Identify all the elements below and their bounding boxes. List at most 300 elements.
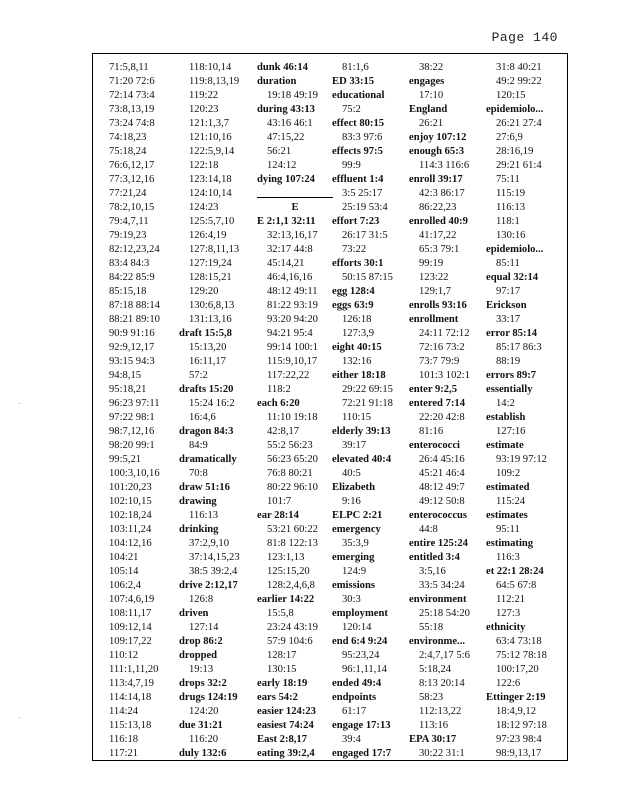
index-entry-pages: 98:7,12,16	[109, 426, 155, 437]
index-entry-pages: 25:19 53:4	[342, 202, 388, 213]
index-entry-pages: 125:15,20	[267, 566, 310, 577]
index-entry-pages: 15:5,8	[267, 608, 294, 619]
index-entry-pages: 70:8	[189, 468, 208, 479]
index-entry-pages: 93:15 94:3	[109, 356, 155, 367]
index-entry-pages: 26:4 45:16	[419, 454, 465, 465]
index-entry-pages: 76:8 80:21	[267, 468, 313, 479]
index-entry-pages: 98:20 99:1	[109, 440, 155, 451]
index-entry-pages: 73:8,13,19	[109, 104, 155, 115]
index-entry-pages: 99:9	[342, 160, 361, 171]
index-entry-pages: 92:9,12,17	[109, 342, 155, 353]
index-entry-pages: 73:22	[342, 244, 367, 255]
index-entry-pages: 119:8,13,19	[189, 76, 240, 87]
index-entry-pages: 109:17,22	[109, 636, 152, 647]
index-entry-term: effluent 1:4	[332, 174, 384, 185]
index-entry-pages: 126:4,19	[189, 230, 227, 241]
index-entry-pages: 43:16 46:1	[267, 118, 313, 129]
index-entry-pages: 122:6	[496, 678, 521, 689]
index-entry-term: either 18:18	[332, 370, 386, 381]
index-entry-pages: 129:20	[189, 286, 219, 297]
index-entry-term: drop 86:2	[179, 636, 223, 647]
index-column-1	[99, 60, 175, 760]
index-entry-pages: 94:8,15	[109, 370, 142, 381]
index-entry-term: enrollment	[409, 314, 459, 325]
index-entry-pages: 48:12 49:11	[267, 286, 318, 297]
index-entry-term: EPA 30:17	[409, 734, 457, 745]
index-entry-term: drugs 124:19	[179, 692, 238, 703]
index-entry-pages: 123:14,18	[189, 174, 232, 185]
index-entry-pages: 32:17 44:8	[267, 244, 313, 255]
index-entry-pages: 65:3 79:1	[419, 244, 460, 255]
index-entry-term: enrolled 40:9	[409, 216, 468, 227]
index-entry-pages: 110:15	[342, 412, 372, 423]
index-entry-pages: 37:14,15,23	[189, 552, 240, 563]
index-entry-pages: 117:21	[109, 748, 139, 759]
index-entry-pages: 123:22	[419, 272, 449, 283]
index-entry-term: enough 65:3	[409, 146, 465, 157]
index-entry-term: enterococci	[409, 440, 460, 451]
index-entry-pages: 122:18	[189, 160, 219, 171]
index-entry-pages: 38:22	[419, 62, 444, 73]
index-entry-pages: 39:4	[342, 734, 361, 745]
index-entry-term: Elizabeth	[332, 482, 375, 493]
index-entry-pages: 101:3 102:1	[419, 370, 470, 381]
scan-mark: ·	[18, 398, 21, 408]
index-entry-pages: 22:20 42:8	[419, 412, 465, 423]
index-entry-pages: 112:21	[496, 594, 526, 605]
index-entry-pages: 106:2,4	[109, 580, 142, 591]
index-entry-pages: 127:3	[496, 608, 521, 619]
index-entry-pages: 102:18,24	[109, 510, 152, 521]
index-entry-term: dropped	[179, 650, 218, 661]
index-entry-pages: 85:17 86:3	[496, 342, 542, 353]
index-entry-pages: 86:22,23	[419, 202, 457, 213]
index-entry-term: ethnicity	[486, 622, 526, 633]
index-entry-term: equal 32:14	[486, 272, 539, 283]
index-entry-pages: 119:22	[189, 90, 219, 101]
index-entry-pages: 73:24 74:8	[109, 118, 155, 129]
index-entry-pages: 111:1,11,20	[109, 664, 159, 675]
index-entry-pages: 73:7 79:9	[419, 356, 460, 367]
index-entry-pages: 45:21 46:4	[419, 468, 465, 479]
index-entry-pages: 131:13,16	[189, 314, 232, 325]
index-entry-pages: 130:15	[267, 664, 297, 675]
index-entry-pages: 32:13,16,17	[267, 230, 318, 241]
index-entry-pages: 38:5 39:2,4	[189, 566, 238, 577]
index-entry-pages: 116:3	[496, 552, 520, 563]
index-entry-pages: 124:9	[342, 566, 367, 577]
index-entry-pages: 83:4 84:3	[109, 258, 150, 269]
index-entry-pages: 75:2	[342, 104, 361, 115]
index-entry-pages: 64:5 67:8	[496, 580, 537, 591]
index-entry-pages: 99:19	[419, 258, 444, 269]
index-entry-pages: 75:11	[496, 174, 520, 185]
index-entry-term: end 6:4 9:24	[332, 636, 388, 647]
index-entry-pages: 88:21 89:10	[109, 314, 160, 325]
index-entry-term: entered 7:14	[409, 398, 465, 409]
index-entry-pages: 94:21 95:4	[267, 328, 313, 339]
index-entry-pages: 116:13	[496, 202, 526, 213]
index-entry-pages: 93:19 97:12	[496, 454, 547, 465]
index-entry-pages: 55:18	[419, 622, 444, 633]
index-entry-term: enter 9:2,5	[409, 384, 458, 395]
index-entry-term: dramatically	[179, 454, 237, 465]
index-entry-pages: 124:10,14	[189, 188, 232, 199]
index-entry-pages: 124:23	[189, 202, 219, 213]
index-entry-pages: 56:23 65:20	[267, 454, 318, 465]
index-entry-pages: 26:21	[419, 118, 444, 129]
index-entry-pages: 98:9,13,17	[496, 748, 542, 759]
index-entry-term: effort 7:23	[332, 216, 380, 227]
index-column-4	[332, 60, 408, 760]
index-entry-pages: 120:23	[189, 104, 219, 115]
index-entry-term: drawing	[179, 496, 217, 507]
index-entry-pages: 114:3 116:6	[419, 160, 470, 171]
index-entry-pages: 96:23 97:11	[109, 398, 160, 409]
index-entry-term: estimating	[486, 538, 534, 549]
index-entry-pages: 8:13 20:14	[419, 678, 465, 689]
index-entry-pages: 50:15 87:15	[342, 272, 393, 283]
index-entry-pages: 35:3,9	[342, 538, 369, 549]
index-entry-pages: 114:24	[109, 706, 139, 717]
index-entry-term: eight 40:15	[332, 342, 382, 353]
index-entry-pages: 19:18 49:19	[267, 90, 318, 101]
index-entry-pages: 14:2	[496, 398, 515, 409]
index-entry-pages: 42:8,17	[267, 426, 300, 437]
index-entry-pages: 23:24 43:19	[267, 622, 318, 633]
index-entry-term: eating 39:2,4	[257, 748, 315, 759]
index-entry-pages: 18:12 97:18	[496, 720, 547, 731]
index-entry-pages: 42:3 86:17	[419, 188, 465, 199]
index-entry-pages: 5:18,24	[419, 664, 452, 675]
index-frame	[92, 53, 568, 761]
index-entry-pages: 79:4,7,11	[109, 216, 149, 227]
index-entry-pages: 110:12	[109, 650, 139, 661]
index-entry-pages: 115:24	[496, 496, 526, 507]
index-entry-term: entire 125:24	[409, 538, 468, 549]
index-entry-term: estimate	[486, 440, 524, 451]
index-entry-pages: 127:14	[189, 622, 219, 633]
index-entry-term: easier 124:23	[257, 706, 316, 717]
index-entry-pages: 72:16 73:2	[419, 342, 465, 353]
index-entry-term: drive 2:12,17	[179, 580, 238, 591]
index-entry-pages: 109:12,14	[109, 622, 152, 633]
index-entry-pages: 128:2,4,6,8	[267, 580, 315, 591]
index-entry-term: environme...	[409, 636, 466, 647]
index-entry-pages: 77:21,24	[109, 188, 147, 199]
index-entry-pages: 53:21 60:22	[267, 524, 318, 535]
index-entry-term: et 22:1 28:24	[486, 566, 544, 577]
index-entry-pages: 15:24 16:2	[189, 398, 235, 409]
index-entry-pages: 29:21 61:4	[496, 160, 542, 171]
index-entry-term: Ettinger 2:19	[486, 692, 546, 703]
index-entry-pages: 129:1,7	[419, 286, 452, 297]
index-entry-term: each 6:20	[257, 398, 300, 409]
index-entry-term: ear 28:14	[257, 510, 299, 521]
index-entry-pages: 16:11,17	[189, 356, 226, 367]
index-entry-pages: 49:12 50:8	[419, 496, 465, 507]
index-entry-pages: 39:17	[342, 440, 367, 451]
index-entry-pages: 109:2	[496, 468, 521, 479]
index-entry-term: duly 132:6	[179, 748, 227, 759]
index-column-3	[257, 60, 333, 760]
index-entry-pages: 90:9 91:16	[109, 328, 155, 339]
index-entry-pages: 87:18 88:14	[109, 300, 160, 311]
index-entry-pages: 128:17	[267, 650, 297, 661]
index-entry-term: elderly 39:13	[332, 426, 391, 437]
index-entry-pages: 75:12 78:18	[496, 650, 547, 661]
index-entry-term: employment	[332, 608, 388, 619]
index-entry-pages: 108:11,17	[109, 608, 152, 619]
index-entry-pages: 57:9 104:6	[267, 636, 313, 647]
index-entry-pages: 81:1,6	[342, 62, 369, 73]
index-entry-pages: 114:14,18	[109, 692, 152, 703]
index-entry-pages: 85:15,18	[109, 286, 147, 297]
index-entry-pages: 46:4,16,16	[267, 272, 313, 283]
index-entry-pages: 127:3,9	[342, 328, 375, 339]
index-entry-pages: 104:21	[109, 552, 139, 563]
index-column-2	[179, 60, 255, 760]
index-entry-term: efforts 30:1	[332, 258, 384, 269]
index-entry-term: drafts 15:20	[179, 384, 234, 395]
index-entry-term: emissions	[332, 580, 375, 591]
index-entry-term: during 43:13	[257, 104, 315, 115]
index-entry-term: driven	[179, 608, 209, 619]
index-entry-pages: 37:2,9,10	[189, 538, 230, 549]
index-entry-pages: 104:12,16	[109, 538, 152, 549]
index-entry-pages: 26:21 27:4	[496, 118, 542, 129]
index-entry-pages: 117:22,22	[267, 370, 310, 381]
index-entry-pages: 113:16	[419, 720, 449, 731]
index-entry-pages: 116:13	[189, 510, 219, 521]
index-entry-pages: 95:23,24	[342, 650, 380, 661]
index-entry-term: egg 128:4	[332, 286, 375, 297]
index-entry-pages: 121:10,16	[189, 132, 232, 143]
index-entry-pages: 79:19,23	[109, 230, 147, 241]
index-entry-pages: 31:8 40:21	[496, 62, 542, 73]
index-entry-pages: 121:1,3,7	[189, 118, 230, 129]
index-entry-term: effect 80:15	[332, 118, 385, 129]
index-entry-term: enterococcus	[409, 510, 468, 521]
index-entry-term: errors 89:7	[486, 370, 537, 381]
index-entry-pages: 82:12,23,24	[109, 244, 160, 255]
index-entry-pages: 81:8 122:13	[267, 538, 318, 549]
index-entry-pages: 80:22 96:10	[267, 482, 318, 493]
index-entry-pages: 118:10,14	[189, 62, 232, 73]
index-entry-pages: 30:3	[342, 594, 361, 605]
index-entry-pages: 127:8,11,13	[189, 244, 240, 255]
index-entry-pages: 112:13,22	[419, 706, 462, 717]
index-entry-term: dragon 84:3	[179, 426, 234, 437]
index-entry-pages: 27:6,9	[496, 132, 523, 143]
index-divider	[257, 197, 333, 198]
index-entry-pages: 97:22 98:1	[109, 412, 155, 423]
index-entry-pages: 3:5,16	[419, 566, 446, 577]
index-entry-term: epidemiolo...	[486, 244, 544, 255]
index-entry-pages: 56:21	[267, 146, 292, 157]
index-entry-pages: 24:11 72:12	[419, 328, 470, 339]
index-entry-pages: 41:17,22	[419, 230, 457, 241]
index-entry-pages: 122:5,9,14	[189, 146, 235, 157]
index-entry-pages: 71:5,8,11	[109, 62, 149, 73]
index-entry-pages: 84:9	[189, 440, 208, 451]
index-entry-term: entitled 3:4	[409, 552, 460, 563]
index-entry-pages: 100:17,20	[496, 664, 539, 675]
index-entry-pages: 81:22 93:19	[267, 300, 318, 311]
index-entry-pages: 115:13,18	[109, 720, 152, 731]
index-entry-pages: 76:6,12,17	[109, 160, 155, 171]
index-entry-pages: 61:17	[342, 706, 367, 717]
index-entry-pages: 130:6,8,13	[189, 300, 235, 311]
index-entry-pages: 125:5,7,10	[189, 216, 235, 227]
index-entry-term: environment	[409, 594, 467, 605]
index-entry-term: epidemiolo...	[486, 104, 544, 115]
index-entry-term: eggs 63:9	[332, 300, 374, 311]
index-entry-pages: 115:9,10,17	[267, 356, 318, 367]
index-entry-term: dunk 46:14	[257, 62, 308, 73]
index-entry-pages: 75:18,24	[109, 146, 147, 157]
index-entry-term: East 2:8,17	[257, 734, 308, 745]
index-entry-pages: 128:15,21	[189, 272, 232, 283]
index-entry-pages: 63:4 73:18	[496, 636, 542, 647]
index-entry-pages: 28:16,19	[496, 146, 534, 157]
index-entry-pages: 57:2	[189, 370, 208, 381]
index-entry-pages: 127:19,24	[189, 258, 232, 269]
index-entry-pages: 96:1,11,14	[342, 664, 387, 675]
index-entry-pages: 78:2,10,15	[109, 202, 155, 213]
index-entry-term: draw 51:16	[179, 482, 230, 493]
index-entry-term: Erickson	[486, 300, 527, 311]
index-entry-pages: 16:4,6	[189, 412, 216, 423]
index-entry-pages: 100:3,10,16	[109, 468, 160, 479]
index-entry-pages: 72:14 73:4	[109, 90, 155, 101]
index-entry-term: elevated 40:4	[332, 454, 392, 465]
index-entry-pages: 25:18 54:20	[419, 608, 470, 619]
index-entry-pages: 107:4,6,19	[109, 594, 155, 605]
index-entry-term: drinking	[179, 524, 219, 535]
index-entry-pages: 132:16	[342, 356, 372, 367]
index-entry-pages: 81:16	[419, 426, 444, 437]
index-entry-pages: 113:4,7,19	[109, 678, 154, 689]
index-entry-term: engaged 17:7	[332, 748, 392, 759]
index-entry-term: estimated	[486, 482, 530, 493]
index-entry-pages: 95:18,21	[109, 384, 147, 395]
index-entry-term: educational	[332, 90, 385, 101]
index-entry-pages: 116:20	[189, 734, 219, 745]
index-entry-pages: 126:18	[342, 314, 372, 325]
index-entry-pages: 74:18,23	[109, 132, 147, 143]
index-entry-term: ELPC 2:21	[332, 510, 383, 521]
index-entry-pages: 84:22 85:9	[109, 272, 155, 283]
index-entry-pages: 33:17	[496, 314, 521, 325]
index-entry-pages: 77:3,12,16	[109, 174, 155, 185]
index-entry-pages: 118:2	[267, 384, 291, 395]
index-entry-pages: 11:10 19:18	[267, 412, 318, 423]
index-entry-term: error 85:14	[486, 328, 538, 339]
index-entry-term: estimates	[486, 510, 528, 521]
index-entry-pages: 115:19	[496, 188, 526, 199]
index-entry-pages: 101:20,23	[109, 482, 152, 493]
index-entry-term: duration	[257, 76, 297, 87]
index-entry-term: emerging	[332, 552, 375, 563]
index-section-letter: E	[291, 202, 299, 213]
index-entry-pages: 3:5 25:17	[342, 188, 383, 199]
index-entry-pages: 2:4,7,17 5:6	[419, 650, 470, 661]
index-entry-pages: 97:17	[496, 286, 521, 297]
index-entry-pages: 17:10	[419, 90, 444, 101]
index-column-6	[486, 60, 566, 760]
index-entry-pages: 95:11	[496, 524, 520, 535]
index-entry-pages: 33:5 34:24	[419, 580, 465, 591]
index-entry-pages: 30:22 31:1	[419, 748, 465, 759]
index-entry-pages: 105:14	[109, 566, 139, 577]
index-entry-pages: 93:20 94:20	[267, 314, 318, 325]
page-number: Page 140	[491, 30, 558, 45]
index-entry-term: effects 97:5	[332, 146, 383, 157]
index-entry-pages: 72:21 91:18	[342, 398, 393, 409]
index-entry-pages: 88:19	[496, 356, 521, 367]
index-entry-pages: 118:1	[496, 216, 520, 227]
index-entry-pages: 126:8	[189, 594, 214, 605]
index-entry-pages: 116:18	[109, 734, 139, 745]
index-entry-pages: 18:4,9,12	[496, 706, 537, 717]
index-entry-pages: 120:14	[342, 622, 372, 633]
index-entry-pages: 130:16	[496, 230, 526, 241]
index-entry-pages: 44:8	[419, 524, 438, 535]
index-entry-pages: 120:15	[496, 90, 526, 101]
index-entry-term: England	[409, 104, 448, 115]
index-entry-term: enroll 39:17	[409, 174, 463, 185]
index-entry-pages: 99:14 100:1	[267, 342, 318, 353]
index-entry-term: engages	[409, 76, 445, 87]
index-entry-term: easiest 74:24	[257, 720, 314, 731]
index-entry-term: E 2:1,1 32:11	[257, 216, 316, 227]
index-entry-term: ears 54:2	[257, 692, 298, 703]
index-entry-pages: 127:16	[496, 426, 526, 437]
index-entry-pages: 83:3 97:6	[342, 132, 383, 143]
index-entry-term: due 31:21	[179, 720, 223, 731]
index-entry-pages: 103:11,24	[109, 524, 152, 535]
index-entry-term: essentially	[486, 384, 533, 395]
index-entry-pages: 29:22 69:15	[342, 384, 393, 395]
index-entry-pages: 123:1,13	[267, 552, 305, 563]
index-entry-pages: 71:20 72:6	[109, 76, 155, 87]
index-entry-term: ED 33:15	[332, 76, 375, 87]
index-entry-term: earlier 14:22	[257, 594, 315, 605]
index-entry-term: ended 49:4	[332, 678, 382, 689]
index-entry-pages: 48:12 49:7	[419, 482, 465, 493]
index-entry-term: drops 32:2	[179, 678, 227, 689]
index-entry-pages: 102:10,15	[109, 496, 152, 507]
index-entry-term: enjoy 107:12	[409, 132, 467, 143]
index-entry-term: endpoints	[332, 692, 377, 703]
index-entry-pages: 45:14,21	[267, 258, 305, 269]
index-entry-pages: 9:16	[342, 496, 361, 507]
index-entry-pages: 101:7	[267, 496, 292, 507]
index-entry-pages: 49:2 99:22	[496, 76, 542, 87]
index-entry-term: establish	[486, 412, 526, 423]
index-entry-term: engage 17:13	[332, 720, 391, 731]
scan-mark: ·	[18, 712, 21, 722]
index-entry-pages: 40:5	[342, 468, 361, 479]
index-entry-pages: 55:2 56:23	[267, 440, 313, 451]
index-entry-term: dying 107:24	[257, 174, 315, 185]
index-entry-term: draft 15:5,8	[179, 328, 232, 339]
index-entry-pages: 47:15,22	[267, 132, 305, 143]
index-entry-pages: 124:20	[189, 706, 219, 717]
index-entry-term: emergency	[332, 524, 381, 535]
index-entry-pages: 19:13	[189, 664, 214, 675]
